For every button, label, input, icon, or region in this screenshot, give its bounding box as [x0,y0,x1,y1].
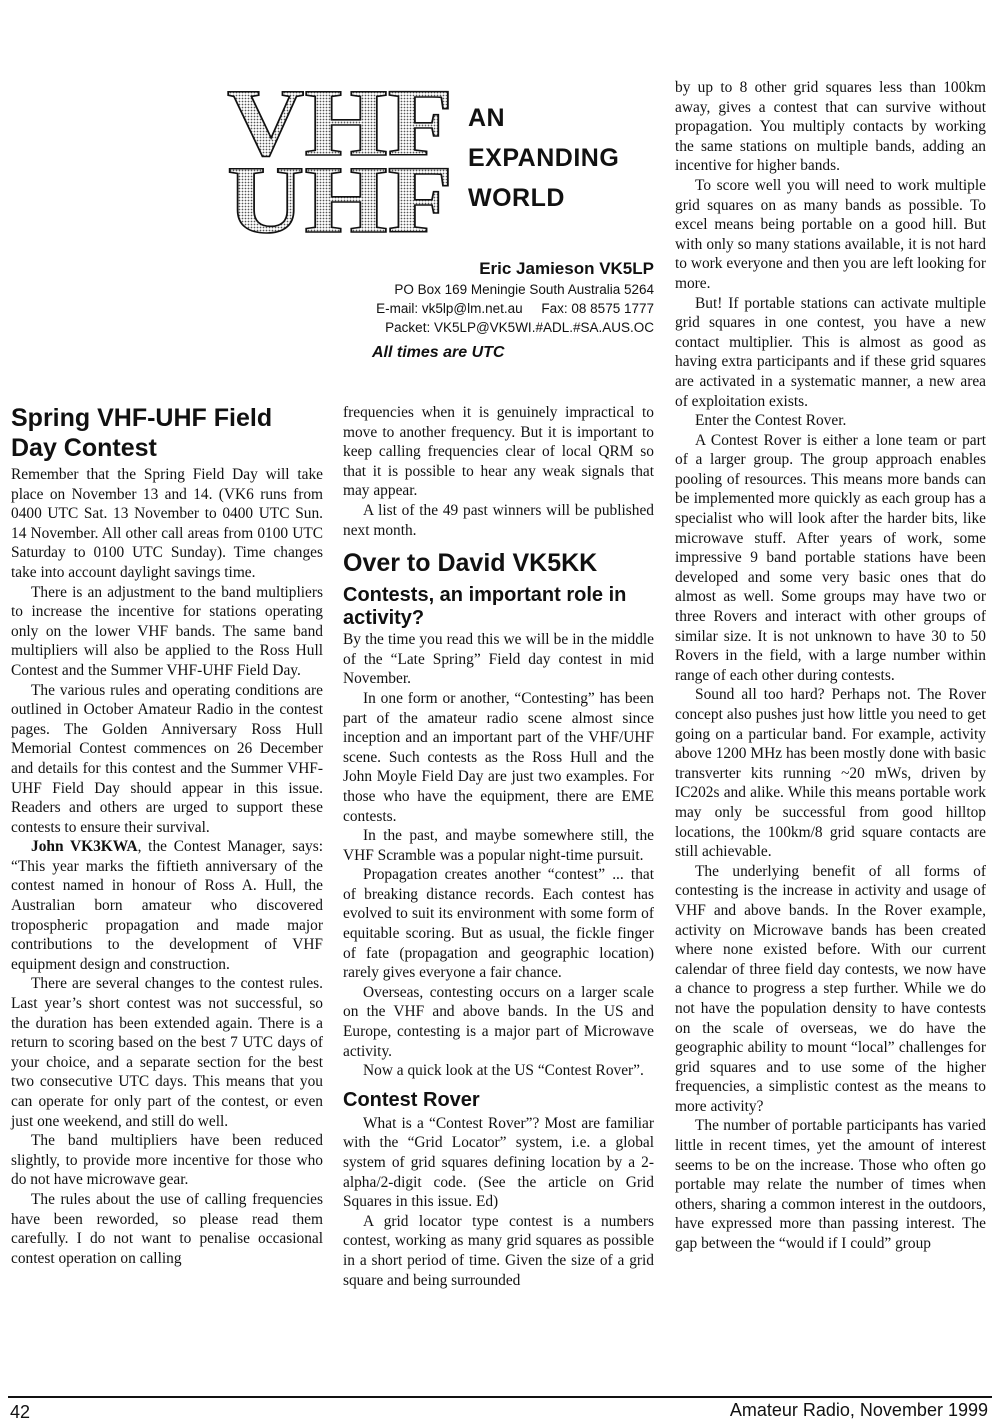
article-heading: Spring VHF-UHF Field Day Contest [11,404,273,462]
logo-line-uhf: UHF [227,146,453,237]
paragraph: frequencies when it is genuinely impractical to move to another frequency. But it is important to keep calling frequencies clear of local QRM so that it is possible to hear any weak signals that may appear. [343,404,654,500]
footer-rule [8,1396,992,1398]
publication-footer: Amateur Radio, November 1999 [729,1400,988,1420]
paragraph: In one form or another, “Contesting” has been part of the amateur radio scene almost since inception and an important part of the VHF/UHF scene. Such contests as the Ross Hull and the John Moyle Field Day are just two examples. For those who have the equipment, there are EME contests. [343,689,654,825]
section-heading: Over to David VK5KK [343,549,598,578]
paragraph: But! If portable stations can activate multiple grid squares in one contest, you have a new contact multiplier. This is almost as good as having extra participants and if these grid squares are activated in a systematic manner, a new area of exploitation exists. [675,294,986,410]
author-contact [376,299,654,318]
page-number: 42 [10,1402,31,1422]
subsection-heading: Contest Rover [343,1088,480,1111]
paragraph: The number of portable participants has varied little in recent times, yet the amount of interest seems to be on the increase. Those who often go portable may relate the number of times when others, sharing a common interest in the outdoors, have expressed more than passing interest. The gap between the “would if I could” group [675,1117,986,1253]
title-line: EXPANDING [468,144,620,172]
paragraph: To score well you will need to work multiple grid squares on as many bands as possible. To excel means being portable on a good hill. But with only so many stations available, it is not hard to work everyone and then you are left looking for more. [675,176,986,292]
paragraph: Enter the Contest Rover. [695,412,847,430]
paragraph: By the time you read this we will be in the middle of the “Late Spring” Field day contest in mid November. [343,631,654,688]
paragraph: A grid locator type contest is a numbers contest, working as many grid squares as possible in a short period of time. Given the size of a grid square and being surrounded [343,1212,654,1289]
paragraph: The band multipliers have been reduced slightly, to provide more incentive for those who do not have microwave gear. [11,1132,323,1189]
paragraph: The various rules and operating conditions are outlined in October Amateur Radio in the contest pages. The Golden Anniversary Ross Hull Memorial Contest commences on 26 December and details for this contest and the Summer VHF-UHF Field Day should appear in this issue. Readers and others are urged to support these contests to ensure their survival. [11,681,323,836]
paragraph: In the past, and maybe somewhere still, the VHF Scramble was a popular night-time pursuit. [343,827,654,864]
vhf-uhf-logo [220,85,460,237]
paragraph: The rules about the use of calling frequencies have been reworded, so please read them carefully. I do not want to penalise occasional contest operation on calling [11,1190,323,1267]
column-3 [675,78,986,1254]
paragraph: Sound all too hard? Perhaps not. The Rover concept also pushes just how little you need to get going on a particular band. For example, activity above 1200 MHz has been mostly done with basic transverter kits running ~20 mWs, driven by IC202s and alike. While this means portable work may only be successful from good hilltop locations, the 100km/8 grid square contacts are still achievable. [675,686,986,861]
author-packet: Packet: VK5LP@VK5WI.#ADL.#SA.AUS.OC [385,320,654,335]
author-name: Eric Jamieson VK5LP [479,259,654,278]
title-line: WORLD [468,184,565,212]
paragraph: by up to 8 other grid squares less than 100km away, gives a contest that can survive without propagation. You multiply contacts by working the same stations on multiple bands, adding an incentive for higher bands. [675,79,986,175]
paragraph: Propagation creates another “contest” ... that of breaking distance records. Each contest has evolved to suit its environment with some form of equitable scoring. But as usual, the fickle finger of fate (propagation and geographic location) rarely gives everyone a fair chance. [343,866,654,982]
paragraph: What is a “Contest Rover”? Most are familiar with the “Grid Locator” system, i.e. a global system of grid squares defining location by a 2-alpha/2-digit code. (See the article on Grid Squares in this issue. Ed) [343,1114,654,1211]
author-block [376,258,654,337]
paragraph: A Contest Rover is either a lone team or part of a larger group. The group approach enables pooling of resources. This means more bands can be implemented more quickly as each group has a specialist who will look after the harder bits, like microwave stuff. After years of work, some impressive 9 band portable stations have been developed and some very basic ones that do almost as well. Some groups may have two or three Rovers and interact with other groups of similar size. It is not unknown to have 30 to 50 Rovers in the field, with a large number within range of each other during contests. [675,431,986,684]
author-address: PO Box 169 Meningie South Australia 5264 [394,282,654,297]
logo-line-vhf: VHF [227,85,453,176]
paragraph: Overseas, contesting occurs on a larger scale on the VHF and above bands. In the US and Europe, contesting is a major part of Microwave activity. [343,983,654,1060]
column-title [468,98,619,218]
paragraph: Remember that the Spring Field Day will take place on November 13 and 14. (VK6 runs from 0400 UTC Sat. 13 November to 0400 UTC Sun. 14 November. All other call areas from 0100 UTC Saturday to 0100 UTC Sunday). Time changes take into account daylight savings time. [11,466,323,581]
title-line: AN [468,104,506,132]
paragraph: John VK3KWA, the Contest Manager, says: “This year marks the fiftieth anniversary of the contest named in honour of Ross A. Hull, the Australian born amateur who discovered tropospheric propagation and made major contributions to the development of VHF equipment design and construction. [11,838,323,973]
column-2 [343,403,654,1290]
times-note: All times are UTC [372,344,505,361]
paragraph: There are several changes to the contest rules. Last year’s short contest was not successful, so the duration has been extended again. There is a return to scoring based on the best 7 UTC days of your choice, and a separate section for the best two consecutive UTC days. This means that you can operate for only part of the contest, or even just one weekend, and still do well. [11,975,323,1130]
paragraph: Now a quick look at the US “Contest Rover”. [363,1062,644,1080]
subsection-heading: Contests, an important role in activity? [343,584,627,630]
author-fax: Fax: 08 8575 1777 [541,301,654,316]
column-1 [11,403,323,1268]
bold-name: John VK3KWA [31,838,138,856]
paragraph: There is an adjustment to the band multipliers to increase the incentive for stations operating only on the lower VHF bands. The same band multipliers will also be applied to the Ross Hull Contest and the Summer VHF-UHF Field Day. [11,583,323,679]
author-email: E-mail: vk5lp@lm.net.au [376,301,523,316]
paragraph: The underlying benefit of all forms of contesting is the increase in activity and usage of VHF and above bands. In the Rover example, activity on Microwave bands has been created where none existed before. With our current calendar of three field day contests, we now have a chance to progress a step further. While we do not have the population density to have contests on the scale of overseas, we do have the geographic ability to mount “local” challenges for grid squares and to use some of the higher frequencies, a simplistic contest as the means to more activity? [675,862,986,1115]
paragraph: A list of the 49 past winners will be published next month. [343,501,654,539]
